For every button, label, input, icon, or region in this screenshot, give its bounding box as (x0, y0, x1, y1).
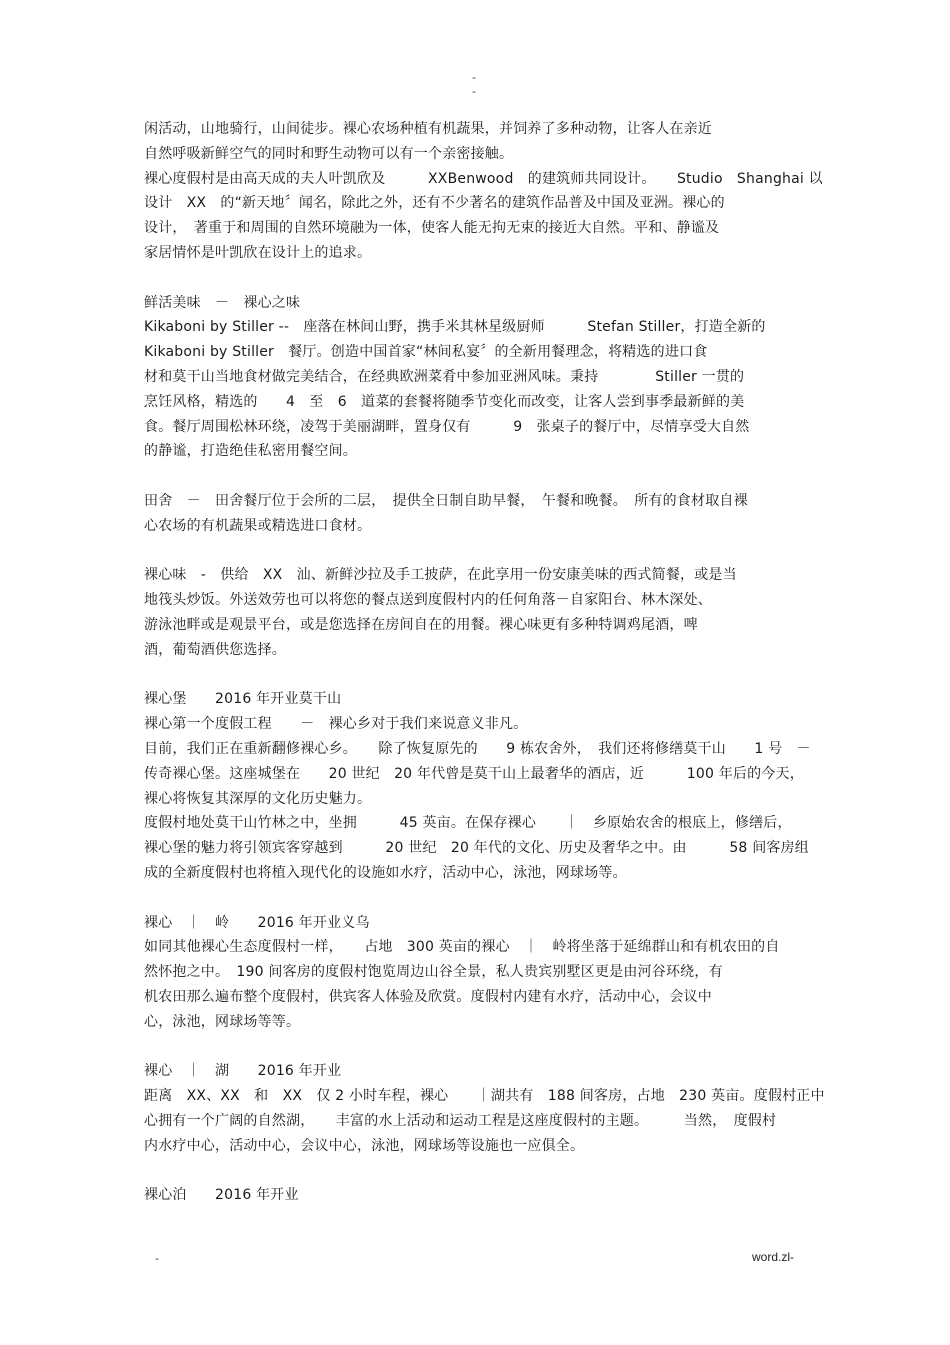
text-line: 距离 XX、XX 和 XX 仅 2 小时车程，裸心 ｜湖共有 188 间客房，占地 230 英亩。度假村正中 (144, 1088, 825, 1105)
text-line: 裸心 ｜ 湖 2016 年开业 (144, 1063, 342, 1080)
text-line: 裸心 ｜ 岭 2016 年开业义乌 (144, 914, 370, 931)
header-mark-top: - (472, 71, 476, 84)
paragraph-gap (144, 1034, 808, 1059)
paragraph-gap (144, 663, 808, 688)
document-body (144, 117, 825, 1208)
paragraph-gap (144, 266, 808, 291)
paragraph-gap (144, 1158, 808, 1183)
text-line: 如同其他裸心生态度假村一样， 占地 300 英亩的裸心 ｜ 岭将坐落于延绵群山和有机农田的自 (144, 939, 780, 956)
text-line: 酒，葡萄酒供您选择。 (144, 641, 286, 658)
text-line: 食。餐厅周围松林环绕，凌驾于美丽湖畔，置身仅有 9 张桌子的餐厅中，尽情享受大自然 (144, 418, 750, 435)
text-line: 机农田那么遍布整个度假村，供宾客人体验及欣赏。度假村内建有水疗，活动中心，会议中 (144, 988, 712, 1005)
text-line: 设计， 著重于和周围的自然环境融为一体，使客人能无拘无束的接近大自然。平和、静谧及 (144, 220, 720, 237)
text-line: 内水疗中心，活动中心，会议中心，泳池，网球场等设施也一应俱全。 (144, 1137, 585, 1154)
text-line: 自然呼吸新鲜空气的同时和野生动物可以有一个亲密接触。 (144, 145, 514, 162)
paragraph (144, 1059, 825, 1158)
text-line: 目前，我们正在重新翻修裸心乡。 除了恢复原先的 9 栋农舍外， 我们还将修缮莫干山 1 号 － (144, 740, 811, 757)
paragraph (144, 489, 808, 539)
paragraph-gap (144, 464, 808, 489)
paragraph (144, 117, 823, 266)
text-line: 田舍 － 田舍餐厅位于会所的二层， 提供全日制自助早餐， 午餐和晚餐。 所有的食材取自裸 (144, 492, 748, 509)
text-line: 裸心将恢复其深厚的文化历史魅力。 (144, 790, 372, 807)
text-line: 材和莫干山当地食材做完美结合，在经典欧洲菜肴中参加亚洲风味。秉持 Stiller 一贯的 (144, 368, 745, 385)
footer-left-mark: - (155, 1252, 159, 1265)
text-line: 传奇裸心堡。这座城堡在 20 世纪 20 年代曾是莫干山上最奢华的酒店，近 100 年后的今天， (144, 765, 804, 782)
text-line: 然怀抱之中。 190 间客房的度假村饱览周边山谷全景，私人贵宾别墅区更是由河谷环绕，有 (144, 964, 723, 981)
text-line: 裸心味 - 供给 XX 汕、新鲜沙拉及手工披萨，在此享用一份安康美味的西式简餐，或是当 (144, 567, 737, 584)
text-line: 裸心第一个度假工程 － 裸心乡对于我们来说意义非凡。 (144, 716, 528, 733)
text-line: 裸心度假村是由高天成的夫人叶凯欣及 XXBenwood 的建筑师共同设计。 Studio Shanghai 以 (144, 170, 823, 187)
text-line: Kikaboni by Stiller 餐厅。创造中国首家“林间私宴〞的全新用餐理念，将精选的进口食 (144, 344, 708, 361)
text-line: 家居情怀是叶凯欣在设计上的追求。 (144, 244, 372, 261)
paragraph-gap (144, 886, 808, 911)
paragraph (144, 291, 808, 465)
text-line: 地筏头炒饭。外送效劳也可以将您的餐点送到度假村内的任何角落－自家阳台、林木深处、 (144, 592, 712, 609)
text-line: 游泳池畔或是观景平台，或是您选择在房间自在的用餐。裸心味更有多种特调鸡尾酒，啤 (144, 616, 698, 633)
text-line: 裸心泊 2016 年开业 (144, 1187, 299, 1204)
text-line: 裸心堡的魅力将引领宾客穿越到 20 世纪 20 年代的文化、历史及奢华之中。由 58 间客房组 (144, 840, 809, 857)
text-line: 度假村地处莫干山竹林之中，坐拥 45 英亩。在保存裸心 ｜ 乡原始农舍的根底上，修缮后， (144, 815, 792, 832)
footer-source-label: word.zl- (752, 1250, 795, 1264)
text-line: 成的全新度假村也将植入现代化的设施如水疗，活动中心，泳池，网球场等。 (144, 864, 627, 881)
text-line: 设计 XX 的“新天地〞闻名，除此之外，还有不少著名的建筑作品普及中国及亚洲。裸心的 (144, 195, 725, 212)
text-line: 裸心堡 2016 年开业莫干山 (144, 691, 342, 708)
text-line: 鲜活美味 － 裸心之味 (144, 294, 301, 311)
text-line: 心农场的有机蔬果或精选进口食材。 (144, 517, 372, 534)
text-line: 心拥有一个广阔的自然湖， 丰富的水上活动和运动工程是这座度假村的主题。 当然， 度假村 (144, 1112, 777, 1129)
text-line: 的静谧，打造绝佳私密用餐空间。 (144, 443, 357, 460)
text-line: Kikaboni by Stiller -- 座落在林间山野，携手米其林星级厨师 Stefan Stiller，打造全新的 (144, 319, 766, 336)
paragraph-gap (144, 539, 808, 564)
paragraph (144, 911, 808, 1035)
paragraph (144, 687, 811, 885)
text-line: 闲活动，山地骑行，山间徒步。裸心农场种植有机蔬果，并饲养了多种动物，让客人在亲近 (144, 121, 712, 137)
text-line: 心，泳池，网球场等等。 (144, 1013, 301, 1030)
text-line: 烹饪风格，精选的 4 至 6 道菜的套餐将随季节变化而改变，让客人尝到事季最新鲜的美 (144, 393, 745, 410)
paragraph (144, 1183, 808, 1208)
paragraph (144, 563, 808, 662)
header-mark-bottom: - (472, 85, 476, 98)
